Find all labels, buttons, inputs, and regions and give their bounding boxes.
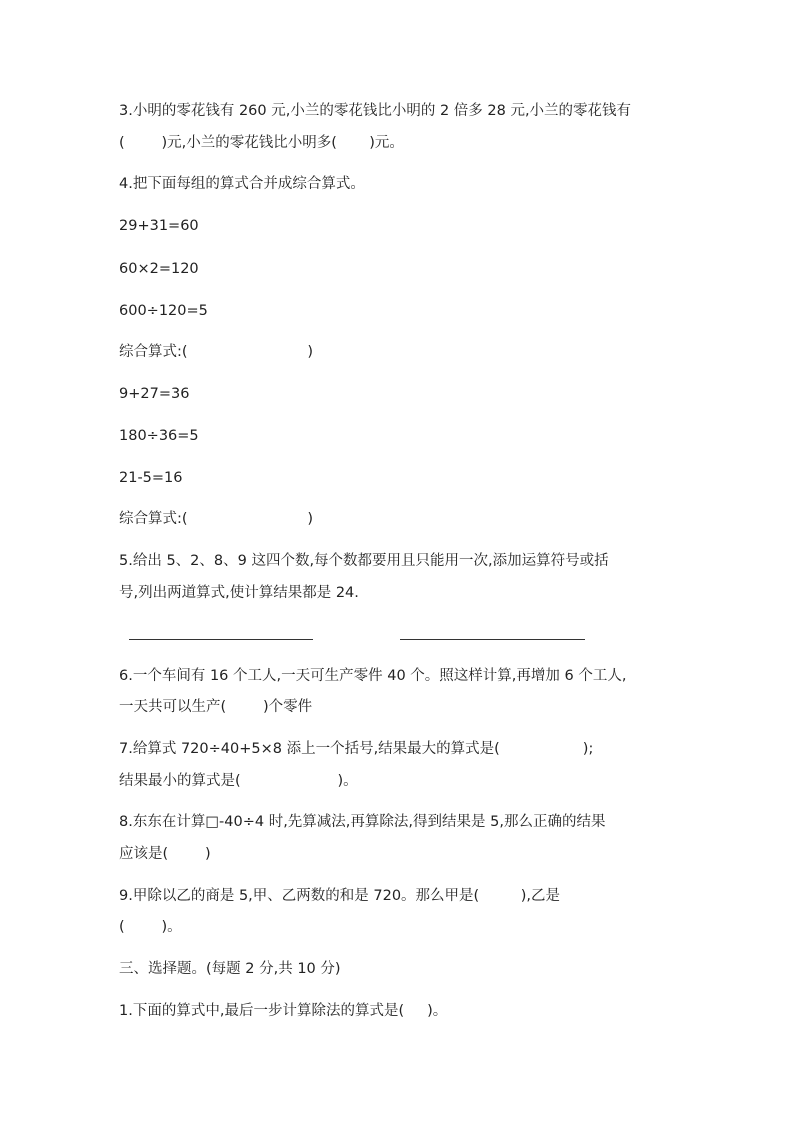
choice-question-1: 1.下面的算式中,最后一步计算除法的算式是( )。 xyxy=(119,1003,448,1019)
answer-line-left xyxy=(129,639,313,640)
question-7-line-1: 7.给算式 720÷40+5×8 添上一个括号,结果最大的算式是( ); xyxy=(119,741,594,757)
equation-2b: 180÷36=5 xyxy=(119,428,199,444)
question-5-line-1: 5.给出 5、2、8、9 这四个数,每个数都要用且只能用一次,添加运算符号或括 xyxy=(119,553,609,569)
equation-1c: 600÷120=5 xyxy=(119,303,208,319)
question-8-line-1: 8.东东在计算□-40÷4 时,先算减法,再算除法,得到结果是 5,那么正确的结果 xyxy=(119,814,606,830)
equation-2a: 9+27=36 xyxy=(119,386,190,402)
question-5-line-2: 号,列出两道算式,使计算结果都是 24. xyxy=(119,585,359,601)
question-4-prompt: 4.把下面每组的算式合并成综合算式。 xyxy=(119,176,365,192)
question-9-line-2: ( )。 xyxy=(119,919,182,935)
question-7-line-2: 结果最小的算式是( )。 xyxy=(119,773,358,789)
question-6-line-2: 一天共可以生产( )个零件 xyxy=(119,699,313,715)
question-3-line-2: ( )元,小兰的零花钱比小明多( )元。 xyxy=(119,135,404,151)
answer-line-right xyxy=(400,639,585,640)
combined-answer-2: 综合算式:( ) xyxy=(119,511,314,527)
combined-answer-1: 综合算式:( ) xyxy=(119,344,314,360)
equation-1b: 60×2=120 xyxy=(119,261,199,277)
question-3-line-1: 3.小明的零花钱有 260 元,小兰的零花钱比小明的 2 倍多 28 元,小兰的零花钱有 xyxy=(119,103,632,119)
question-6-line-1: 6.一个车间有 16 个工人,一天可生产零件 40 个。照这样计算,再增加 6 个工人, xyxy=(119,668,627,684)
section-3-heading: 三、选择题。(每题 2 分,共 10 分) xyxy=(119,961,341,977)
equation-2c: 21-5=16 xyxy=(119,470,183,486)
question-9-line-1: 9.甲除以乙的商是 5,甲、乙两数的和是 720。那么甲是( ),乙是 xyxy=(119,888,560,904)
question-8-line-2: 应该是( ) xyxy=(119,846,211,862)
equation-1a: 29+31=60 xyxy=(119,218,199,234)
